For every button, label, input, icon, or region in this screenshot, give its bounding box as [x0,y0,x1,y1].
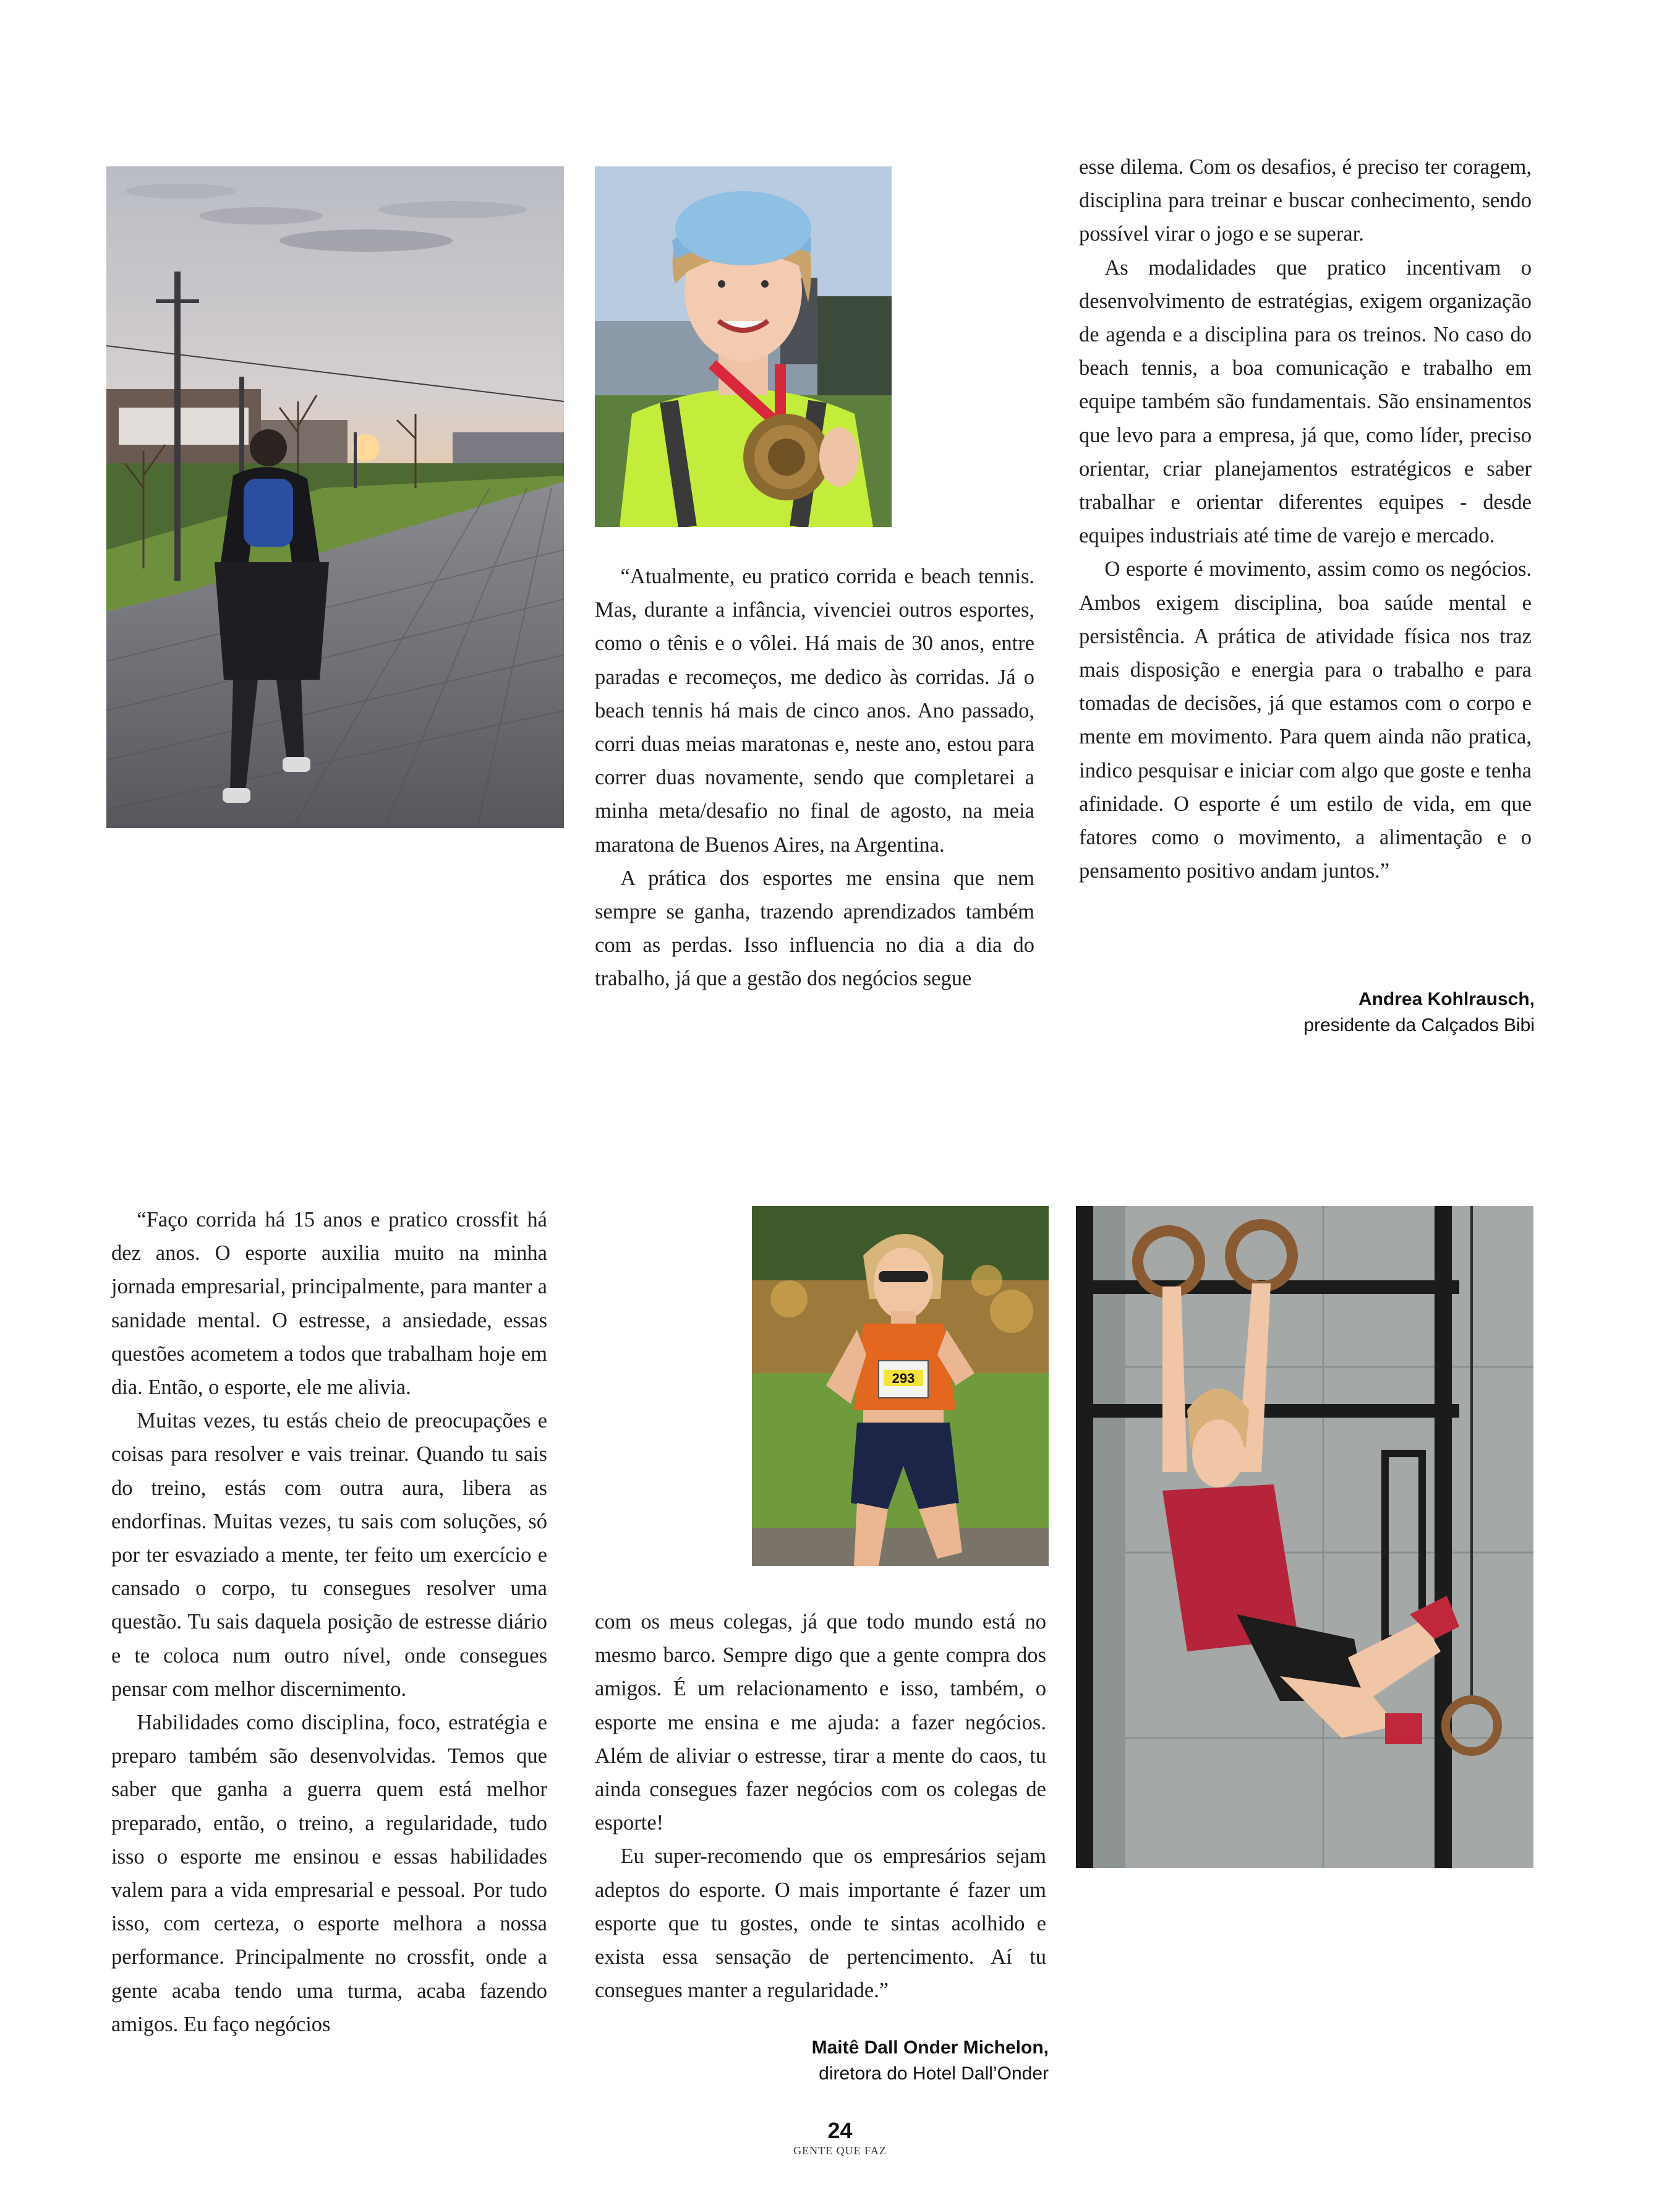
section2-left-paragraph-3: Habilidades como disciplina, foco, estratégia e preparo também são desenvolvidas. Temos que saber que ganha a guerra quem está melhor preparado, então, o treino, a regularidade, tudo isso o esporte me ensinou e essas habilidades valem para a vida empresarial e pessoal. Por tudo isso, com certeza, o esporte melhora a nossa performance. Principalmente no crossfit, onde a gente acaba tendo uma turma, acaba fazendo amigos. Eu faço negócios [111,1711,547,2036]
section2-mid-paragraph-1: com os meus colegas, já que todo mundo está no mesmo barco. Sempre digo que a gente compra dos amigos. É um relacionamento e isso, também, o esporte me ensina e me ajuda: a fazer negócios. Além de aliviar o estresse, tirar a mente do caos, tu ainda consegues fazer negócios com os colegas de esporte! [595,1610,1046,1835]
section2-column-middle [595,1605,1046,2007]
signature-name: Andrea Kohlrausch, [1358,989,1535,1009]
page-footer [0,2118,1680,2158]
signature-role: presidente da Calçados Bibi [1303,1015,1535,1035]
section2-mid-paragraph-2: Eu super-recomendo que os empresários sejam adeptos do esporte. O mais importante é fazer um esporte que tu gostes, onde te sintas acolhido e exista essa sensação de pertencimento. Aí tu consegues manter a regularidade.” [595,1844,1046,2003]
section1-column-right [1079,150,1532,888]
section1-right-paragraph-1: esse dilema. Com os desafios, é preciso ter coragem, disciplina para treinar e buscar conhecimento, sendo possível virar o jogo e se superar. [1079,155,1532,246]
section1-right-paragraph-2: As modalidades que pratico incentivam o desenvolvimento de estratégias, exigem organização de agenda e a disciplina para os treinos. No caso do beach tennis, a boa comunicação e trabalho em equipe também são fundamentais. São ensinamentos que levo para a empresa, já que, como líder, preciso orientar, criar planejamentos estratégicos e saber trabalhar e orientar diferentes equipes - desde equipes industriais até time de varejo e mercado. [1079,255,1532,548]
section1-left-paragraph-1: “Atualmente, eu pratico corrida e beach tennis. Mas, durante a infância, vivenciei outros esportes, como o tênis e o vôlei. Há mais de 30 anos, entre paradas e recomeços, me dedico às corridas. Já o beach tennis há mais de cinco anos. Ano passado, corri duas meias maratonas e, neste ano, estou para correr duas novamente, sendo que completarei a minha meta/desafio no final de agosto, na meia maratona de Buenos Aires, na Argentina. [595,565,1034,857]
section1-left-paragraph-2: A prática dos esportes me ensina que nem sempre se ganha, trazendo aprendizados também com as perdas. Isso influencia no dia a dia do trabalho, já que a gestão dos negócios segue [595,866,1034,991]
section2-left-paragraph-2: Muitas vezes, tu estás cheio de preocupações e coisas para resolver e vais treinar. Quando tu sais do treino, estás com outra aura, libera as endorfinas. Muitas vezes, tu sais com soluções, só por ter esvaziado a mente, ter feito um exercício e cansado o corpo, tu consegues resolver uma questão. Tu sais daquela posição de estresse diário e te coloca num outro nível, onde consegues pensar com melhor discernimento. [111,1409,547,1701]
page-number: 24 [827,2118,853,2143]
photo-crossfit-rings [1076,1206,1533,1868]
section2-signature [618,2035,1049,2087]
magazine-name: GENTE QUE FAZ [793,2144,887,2157]
section1-column-left [595,560,1034,996]
photo-race-runner [752,1206,1049,1566]
signature-name: Maitê Dall Onder Michelon, [811,2037,1049,2058]
section2-column-left [111,1203,547,2041]
signature-role: diretora do Hotel Dall’Onder [819,2063,1049,2084]
section2-left-paragraph-1: “Faço corrida há 15 anos e pratico crossfit há dez anos. O esporte auxilia muito na minha jornada empresarial, principalmente, para manter a sanidade mental. O estresse, a ansiedade, essas questões acometem a todos que trabalham hoje em dia. Então, o esporte, ele me alivia. [111,1208,547,1400]
race-bib-number: 293 [892,1371,915,1386]
section1-signature [1102,987,1535,1038]
photo-runner-street [106,166,564,828]
section1-right-paragraph-3: O esporte é movimento, assim como os negócios. Ambos exigem disciplina, boa saúde mental e persistência. A prática de atividade física nos traz mais disposição e energia para o trabalho e para tomadas de decisões, já que estamos com o corpo e mente em movimento. Para quem ainda não pratica, indico pesquisar e iniciar com algo que goste e tenha afinidade. O esporte é um estilo de vida, em que fatores como o movimento, a alimentação e o pensamento positivo andam juntos.” [1079,557,1532,883]
photo-selfie-medal [595,166,892,527]
